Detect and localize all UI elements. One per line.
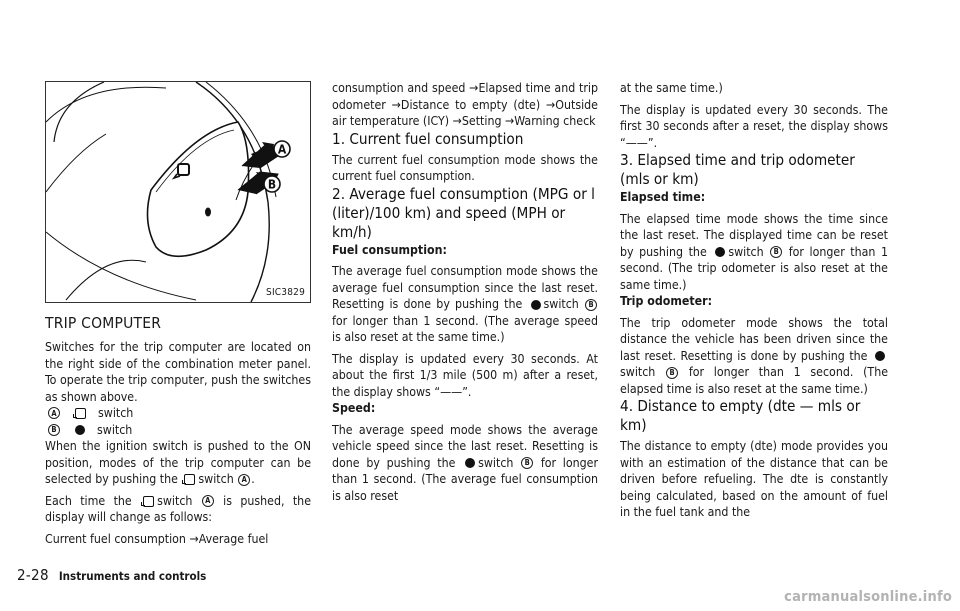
display-switch-icon bbox=[184, 474, 195, 485]
switch-a-row bbox=[45, 405, 311, 422]
column-3 bbox=[620, 80, 888, 521]
each-time-text: Each time the bbox=[45, 493, 132, 508]
heading-distance-to-empty: 4. Distance to empty (dte — mls or km) bbox=[620, 397, 861, 434]
display-switch-icon bbox=[75, 408, 86, 419]
reset-switch-icon bbox=[531, 300, 541, 310]
subheading-trip-odometer: Trip odometer: bbox=[620, 294, 713, 308]
avg-speed-text: The average speed mode shows the average vehicle speed since the last reset. Resetting is done by pushing the bbox=[332, 422, 598, 470]
badge-b: B bbox=[585, 299, 597, 311]
page-number: 2-28 bbox=[17, 566, 49, 584]
reset-switch-icon bbox=[875, 351, 885, 361]
intro-paragraph: Switches for the trip computer are located on the right side of the combination meter panel. To operate the trip computer, push the switches as shown above. bbox=[45, 340, 311, 404]
trip-odometer-paragraph bbox=[620, 315, 888, 398]
avg-speed-text-end: for longer than 1 second. (The average fuel consumption is also reset bbox=[332, 455, 599, 503]
switch-word: switch bbox=[478, 455, 514, 470]
each-time-paragraph bbox=[45, 493, 311, 526]
reset-switch-icon bbox=[465, 458, 475, 468]
dte-paragraph: The distance to empty (dte) mode provides you with an estimation of the distance that can be driven before refueling. The dte is constantly being calculated, based on the amount of fuel in the fuel tank and the bbox=[620, 439, 888, 519]
trip-text-end: for longer than 1 second. (The elapsed time is also reset at the same time.) bbox=[620, 365, 889, 396]
switch-b-label: switch bbox=[97, 422, 133, 437]
meter-switch-illustration bbox=[46, 82, 310, 302]
badge-a: A bbox=[238, 474, 250, 486]
mode-sequence-continued: consumption and speed →Elapsed time and trip odometer →Distance to empty (dte) →Outside air temperature (ICY) →Setting →Warning check bbox=[332, 81, 598, 128]
avg-fuel-paragraph bbox=[332, 263, 598, 346]
update-30-paragraph: The display is updated every 30 seconds. The first 30 seconds after a reset, the display shows “——”. bbox=[620, 102, 888, 150]
period: . bbox=[251, 472, 255, 486]
reset-switch-icon bbox=[715, 247, 725, 257]
continued-text: at the same time.) bbox=[620, 81, 723, 95]
column-2 bbox=[332, 80, 598, 504]
page-footer bbox=[17, 566, 206, 584]
switch-word: switch bbox=[157, 493, 193, 508]
illustration-figure bbox=[45, 81, 311, 303]
badge-a: A bbox=[48, 407, 60, 419]
figure-label-a: A bbox=[277, 142, 287, 157]
heading-current-fuel: 1. Current fuel consumption bbox=[332, 129, 524, 148]
elapsed-time-paragraph bbox=[620, 211, 888, 294]
mode-sequence-start: Current fuel consumption →Average fuel bbox=[45, 531, 269, 546]
heading-elapsed-time: 3. Elapsed time and trip odometer (mls or km) bbox=[620, 151, 855, 188]
badge-b: B bbox=[666, 367, 678, 379]
reset-switch-icon bbox=[75, 425, 85, 435]
update-paragraph: The display is updated every 30 seconds. At about the first 1/3 mile (500 m) after a reset, the display shows “——”. bbox=[332, 351, 598, 399]
switch-word: switch bbox=[728, 244, 764, 259]
each-time-text-end: is pushed, the display will change as follows: bbox=[45, 493, 312, 524]
switch-word: switch bbox=[198, 472, 234, 486]
switch-word: switch bbox=[543, 297, 579, 311]
switch-a-label: switch bbox=[98, 406, 134, 421]
badge-b: B bbox=[521, 457, 533, 469]
elapsed-text-end: for longer than 1 second. (The trip odometer is also reset at the same time.) bbox=[620, 244, 889, 292]
badge-b: B bbox=[770, 246, 782, 258]
trip-text: The trip odometer mode shows the total distance the vehicle has been driven since the last reset. Resetting is done by pushing the bbox=[620, 315, 888, 363]
badge-b: B bbox=[48, 424, 60, 436]
section-title: TRIP COMPUTER bbox=[45, 314, 162, 332]
display-switch-icon bbox=[143, 496, 154, 507]
figure-label-b: B bbox=[267, 177, 277, 192]
current-fuel-paragraph: The current fuel consumption mode shows the current fuel consumption. bbox=[332, 152, 598, 183]
elapsed-text: The elapsed time mode shows the time since the last reset. The displayed time can be reset by pushing the bbox=[620, 211, 888, 259]
watermark: carmanualsonline.info bbox=[784, 589, 952, 605]
avg-speed-paragraph bbox=[332, 422, 598, 505]
chapter-title: Instruments and controls bbox=[58, 569, 207, 583]
badge-a: A bbox=[202, 495, 214, 507]
ignition-text: When the ignition switch is pushed to the ON position, modes of the trip computer can be selected by pushing the bbox=[45, 439, 311, 486]
subheading-speed: Speed: bbox=[332, 401, 376, 415]
avg-fuel-text: The average fuel consumption mode shows the average fuel consumption since the last reset. Resetting is done by pushing the bbox=[332, 264, 598, 311]
avg-fuel-text-end: for longer than 1 second. (The average speed is also reset at the same time.) bbox=[332, 313, 598, 344]
figure-code: SIC3829 bbox=[266, 287, 305, 298]
subheading-fuel-consumption: Fuel consumption: bbox=[332, 242, 447, 257]
switch-b-row bbox=[45, 422, 311, 439]
heading-average-fuel: 2. Average fuel consumption (MPG or l (liter)/100 km) and speed (MPH or km/h) bbox=[332, 184, 595, 241]
switch-word: switch bbox=[620, 365, 656, 379]
ignition-paragraph bbox=[45, 438, 311, 488]
column-1 bbox=[45, 339, 311, 547]
subheading-elapsed-time: Elapsed time: bbox=[620, 190, 706, 204]
